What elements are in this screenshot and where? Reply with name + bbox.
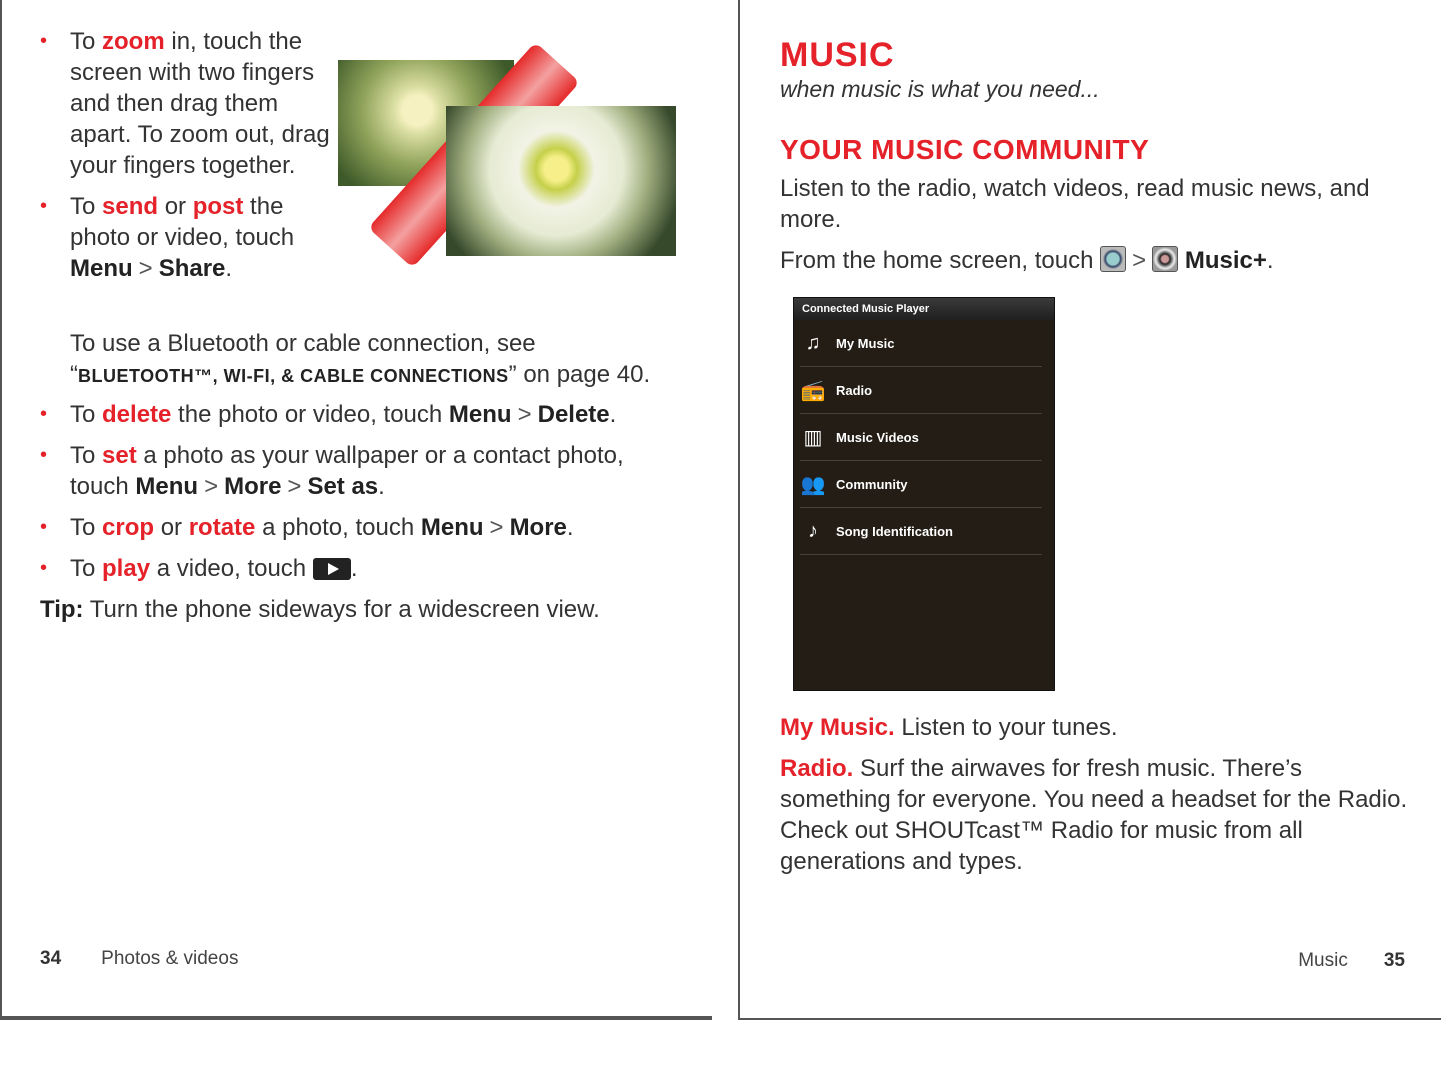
menu-ref: Menu [420,514,484,541]
my-music-paragraph [780,712,1410,743]
navigation-path [780,245,1410,276]
text: . [225,255,233,282]
menu-ref: Menu [135,473,199,500]
text: To [70,555,103,582]
zoom-illustration [334,36,679,258]
play-icon [313,558,351,580]
menu-item-community[interactable] [800,461,1042,508]
section-name: Photos & videos [101,948,239,969]
page-subtitle: when music is what you need... [780,76,1100,102]
text: To [70,514,103,541]
film-icon: ▥ [803,426,823,449]
text: Surf the airwaves for fresh music. There’s something for everyone. You need a headset for the Radio. Check out SHOUTcast™ Radio for music from all generations and types. [780,755,1408,875]
text: ” [508,361,517,388]
set-as-ref: Set as [307,473,379,500]
page-title: MUSIC [780,36,895,74]
phone-screenshot [794,298,1054,690]
tip-label: Tip: [40,596,84,623]
text: From the home screen, touch [780,247,1101,274]
text: . [609,401,617,428]
menu-item-label: Music Videos [836,429,919,445]
text: Listen to your tunes. [894,714,1118,741]
menu-item-my-music[interactable] [800,320,1042,367]
separator: > [517,401,532,428]
list-item-send [40,191,330,284]
section-name: Music [1298,950,1348,971]
text: . [378,473,385,500]
footer-left [40,948,238,970]
separator: > [204,473,219,500]
keyword-play: play [102,555,151,582]
tip-paragraph [40,594,600,625]
text: or [158,193,193,220]
bullet-list-bottom [40,399,680,594]
home-launcher-icon [1100,246,1126,272]
keyword-radio: Radio. [780,755,854,782]
list-item-set [40,440,680,502]
text: the photo or video, touch [171,401,449,428]
list-item-play [40,553,680,584]
community-icon: 👥 [800,473,826,496]
more-ref: More [509,514,567,541]
text: To use a Bluetooth or cable connection, see [70,330,536,357]
list-item-zoom [40,26,330,181]
music-app-icon [1152,246,1178,272]
more-ref: More [224,473,282,500]
menu-item-label: Song Identification [836,523,953,539]
text: a photo, touch [255,514,421,541]
page-number: 35 [1383,950,1405,971]
page-number: 34 [40,948,62,969]
text: To [70,193,103,220]
separator: > [287,473,302,500]
text: a video, touch [150,555,313,582]
radio-paragraph [780,753,1410,877]
song-id-icon: ♪ [808,519,818,542]
separator: > [489,514,504,541]
tip-text: Turn the phone sideways for a widescreen view. [83,596,600,623]
share-ref: Share [158,255,226,282]
bluetooth-paragraph [70,328,680,392]
menu-item-radio[interactable] [800,367,1042,414]
menu-item-label: My Music [836,335,895,351]
text: in, touch the screen with two fingers and then drag them apart. To zoom out, drag your fingers together. [70,28,330,179]
keyword-set: set [102,442,137,469]
text: a photo as your wallpaper or a contact photo, touch [70,442,624,500]
menu-item-label: Community [836,476,908,492]
page-right [738,0,1441,1020]
menu-ref: Menu [70,255,133,282]
keyword-my-music: My Music. [780,714,895,741]
app-name: Music+ [1184,247,1267,274]
music-note-icon: ♫ [805,331,821,354]
intro-paragraph: Listen to the radio, watch videos, read music news, and more. [780,175,1370,233]
menu-ref: Menu [448,401,512,428]
separator: > [1132,247,1147,274]
menu-item-label: Radio [836,382,873,398]
text: . [1266,247,1274,274]
radio-icon: 📻 [800,379,826,402]
keyword-post: post [192,193,244,220]
phone-title-bar: Connected Music Player [794,298,1054,320]
text: To [70,442,103,469]
text: To [70,401,103,428]
keyword-send: send [102,193,159,220]
text: “ [70,361,78,388]
text: on page 40. [516,361,651,388]
list-item-delete [40,399,680,430]
text: the photo or video, touch [70,193,295,251]
keyword-rotate: rotate [188,514,256,541]
keyword-zoom: zoom [102,28,165,55]
menu-item-music-videos[interactable] [800,414,1042,461]
list-item-crop [40,512,680,543]
page-left [0,0,712,1020]
menu-item-song-identification[interactable] [800,508,1042,555]
footer-right [1298,950,1405,972]
flower-photo-large [446,106,676,256]
cross-reference: BLUETOOTH™, WI-FI, & CABLE CONNECTIONS [78,366,509,386]
text: . [350,555,358,582]
text: or [154,514,189,541]
keyword-delete: delete [102,401,172,428]
text: . [566,514,574,541]
section-heading: YOUR MUSIC COMMUNITY [780,134,1150,165]
delete-ref: Delete [537,401,610,428]
separator: > [138,255,153,282]
text: To [70,28,103,55]
keyword-crop: crop [102,514,155,541]
